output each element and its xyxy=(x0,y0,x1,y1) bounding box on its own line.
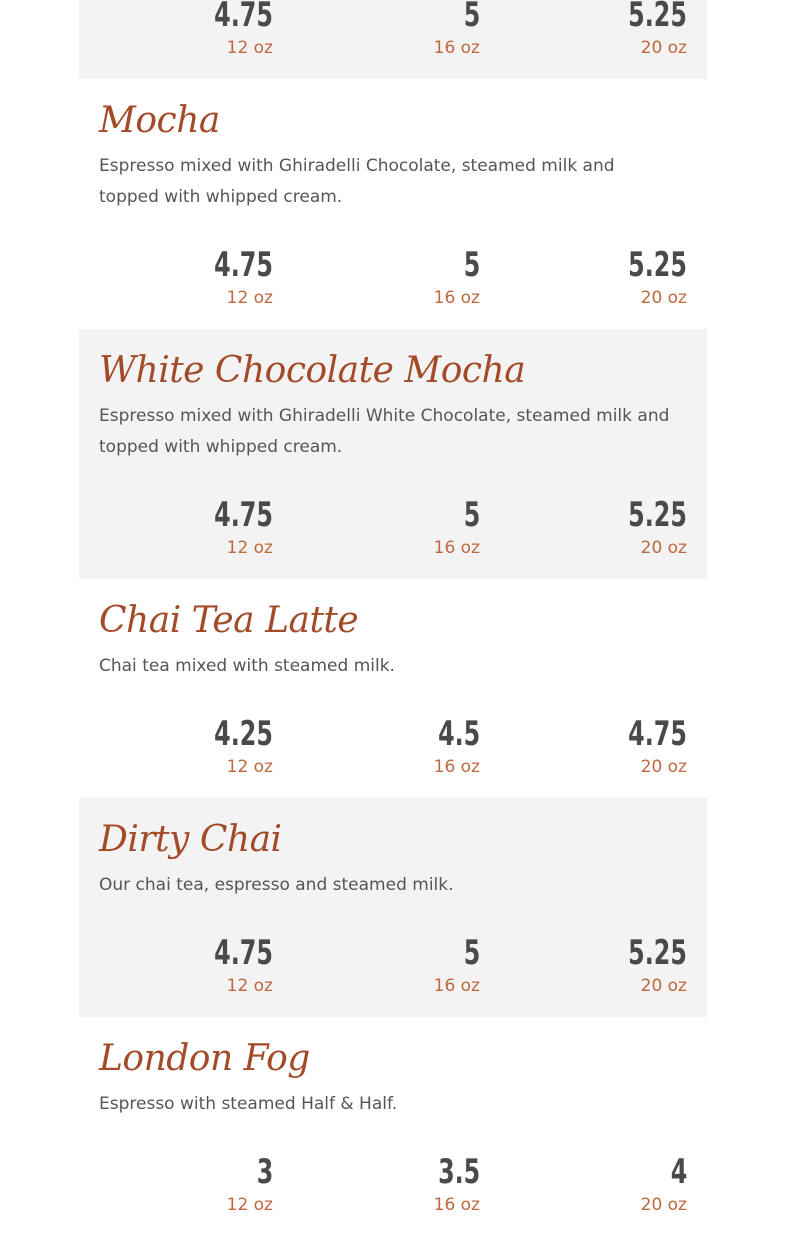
price-value: 5 xyxy=(463,245,480,285)
price-option xyxy=(420,714,480,778)
menu-item-title: Dirty Chai xyxy=(99,819,282,860)
price-value: 5.25 xyxy=(628,933,687,973)
price-option xyxy=(434,933,480,997)
price-option xyxy=(603,714,687,778)
price-size-label: 16 oz xyxy=(433,1195,480,1215)
price-size-label: 16 oz xyxy=(433,538,480,558)
price-size-label: 12 oz xyxy=(226,38,273,58)
price-row xyxy=(99,933,687,997)
menu-item-description: Our chai tea, espresso and steamed milk. xyxy=(99,875,454,895)
price-value: 5 xyxy=(463,0,480,35)
price-row xyxy=(99,0,687,59)
price-value: 4.75 xyxy=(214,0,273,35)
price-size-label: 12 oz xyxy=(226,757,273,777)
price-option xyxy=(603,495,687,559)
price-option xyxy=(189,933,273,997)
menu-item-title: London Fog xyxy=(99,1038,310,1079)
price-value: 5.25 xyxy=(628,0,687,35)
price-size-label: 20 oz xyxy=(640,538,687,558)
price-option xyxy=(189,0,273,59)
price-option xyxy=(603,245,687,309)
price-value: 3.5 xyxy=(437,1152,480,1192)
price-size-label: 16 oz xyxy=(433,757,480,777)
menu-item-description: Espresso mixed with Ghiradelli Chocolate, steamed milk and topped with whipped cream. xyxy=(99,156,615,207)
menu-item xyxy=(79,579,707,798)
menu-item xyxy=(79,79,707,329)
price-value: 4 xyxy=(670,1152,687,1192)
price-size-label: 20 oz xyxy=(640,757,687,777)
menu-item xyxy=(79,1017,707,1236)
price-value: 5 xyxy=(463,933,480,973)
price-row xyxy=(99,495,687,559)
price-row xyxy=(99,245,687,309)
price-value: 4.75 xyxy=(214,495,273,535)
menu-item-title: White Chocolate Mocha xyxy=(99,350,526,391)
price-option xyxy=(189,245,273,309)
price-option xyxy=(434,245,480,309)
price-option xyxy=(227,1152,273,1216)
price-size-label: 20 oz xyxy=(640,1195,687,1215)
price-size-label: 12 oz xyxy=(226,976,273,996)
price-row xyxy=(99,714,687,778)
menu-item xyxy=(79,798,707,1017)
price-option xyxy=(189,714,273,778)
menu-item xyxy=(79,329,707,579)
price-option xyxy=(641,1152,687,1216)
price-option xyxy=(603,0,687,59)
price-value: 5 xyxy=(463,495,480,535)
price-option xyxy=(434,0,480,59)
menu-item-title: Chai Tea Latte xyxy=(99,600,359,641)
menu-item-description: Espresso mixed with Ghiradelli White Chocolate, steamed milk and topped with whipped cream. xyxy=(99,406,670,457)
price-value: 4.75 xyxy=(628,714,687,754)
price-size-label: 12 oz xyxy=(226,1195,273,1215)
menu-item xyxy=(79,0,707,79)
price-size-label: 16 oz xyxy=(433,38,480,58)
price-size-label: 12 oz xyxy=(226,288,273,308)
price-value: 4.75 xyxy=(214,245,273,285)
price-value: 5.25 xyxy=(628,245,687,285)
price-size-label: 16 oz xyxy=(433,976,480,996)
price-value: 3 xyxy=(256,1152,273,1192)
price-option xyxy=(420,1152,480,1216)
price-value: 4.25 xyxy=(214,714,273,754)
price-value: 4.5 xyxy=(437,714,480,754)
drink-menu xyxy=(79,0,707,1215)
price-row xyxy=(99,1152,687,1216)
menu-item-description: Espresso with steamed Half & Half. xyxy=(99,1094,398,1114)
menu-item-title: Mocha xyxy=(99,100,220,141)
price-option xyxy=(434,495,480,559)
price-option xyxy=(603,933,687,997)
price-size-label: 12 oz xyxy=(226,538,273,558)
price-size-label: 20 oz xyxy=(640,976,687,996)
price-size-label: 20 oz xyxy=(640,38,687,58)
menu-item-description: Chai tea mixed with steamed milk. xyxy=(99,656,395,676)
price-value: 5.25 xyxy=(628,495,687,535)
price-size-label: 16 oz xyxy=(433,288,480,308)
price-size-label: 20 oz xyxy=(640,288,687,308)
price-option xyxy=(189,495,273,559)
price-value: 4.75 xyxy=(214,933,273,973)
